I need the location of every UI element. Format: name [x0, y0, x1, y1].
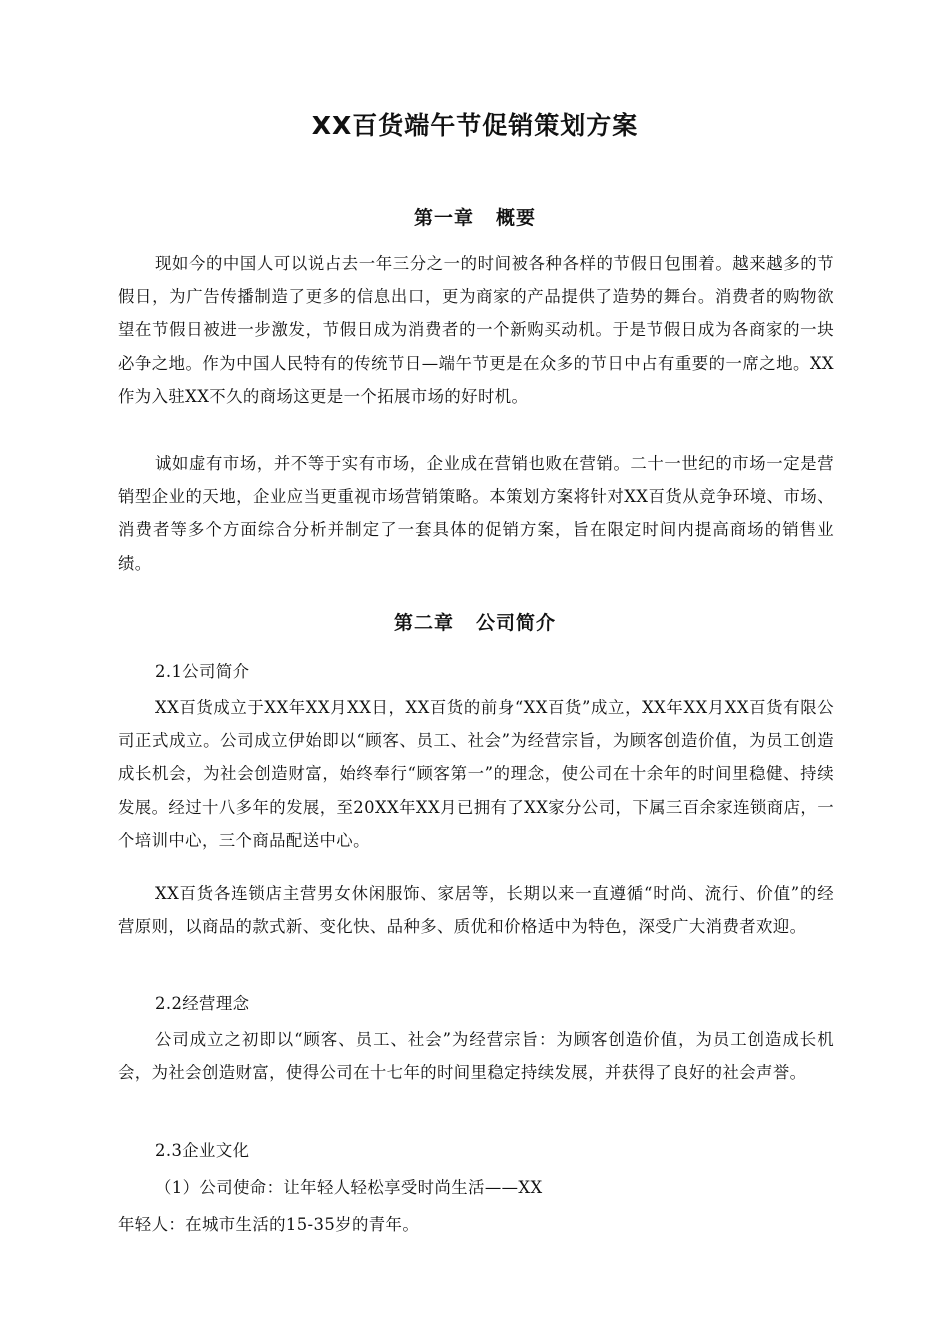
chapter-2-number: 第二章 — [393, 612, 454, 634]
section-2-1-heading: 2.1公司简介 — [155, 662, 250, 681]
section-2-1-paragraph-1: XX百货成立于XX年XX月XX日，XX百货的前身“XX百货”成立，XX年XX月XX百货有限公司正式成立。公司成立伊始即以“顾客、员工、社会”为经营宗旨，为顾客创造价值，为员工创造成长机会，为社会创造财富，始终奉行“顾客第一”的理念，使公司在十余年的时间里稳健、持续发展。经过十八多年的发展，至20XX年XX月已拥有了XX家分公司，下属三百余家连锁商店，一个培训中心，三个商品配送中心。 — [118, 698, 834, 850]
culture-item-mission: （1）公司使命：让年轻人轻松享受时尚生活——XX — [155, 1178, 543, 1197]
chapter-1-title: 概要 — [496, 207, 537, 229]
chapter-1-heading — [0, 203, 950, 230]
culture-item-mission-note: 年轻人：在城市生活的15-35岁的青年。 — [118, 1215, 420, 1234]
chapter-2-title: 公司简介 — [476, 612, 557, 634]
chapter-1-number: 第一章 — [413, 207, 474, 229]
chapter-1-paragraph-1: 现如今的中国人可以说占去一年三分之一的时间被各种各样的节假日包围着。越来越多的节假日，为广告传播制造了更多的信息出口，更为商家的产品提供了造势的舞台。消费者的购物欲望在节假日被进一步激发，节假日成为消费者的一个新购买动机。于是节假日成为各商家的一块必争之地。作为中国人民特有的传统节日—端午节更是在众多的节日中占有重要的一席之地。XX作为入驻XX不久的商场这更是一个拓展市场的好时机。 — [118, 254, 834, 406]
chapter-2-heading — [0, 608, 950, 635]
section-2-2-heading: 2.2经营理念 — [155, 994, 250, 1013]
section-2-2-paragraph: 公司成立之初即以“顾客、员工、社会”为经营宗旨：为顾客创造价值，为员工创造成长机会，为社会创造财富，使得公司在十七年的时间里稳定持续发展，并获得了良好的社会声誉。 — [118, 1030, 834, 1083]
section-2-3-heading: 2.3企业文化 — [155, 1141, 250, 1160]
chapter-1-paragraph-2: 诚如虚有市场，并不等于实有市场，企业成在营销也败在营销。二十一世纪的市场一定是营销型企业的天地，企业应当更重视市场营销策略。本策划方案将针对XX百货从竞争环境、市场、消费者等多个方面综合分析并制定了一套具体的促销方案，旨在限定时间内提高商场的销售业绩。 — [118, 454, 834, 573]
document-title: XX百货端午节促销策划方案 — [311, 111, 639, 140]
section-2-1-paragraph-2: XX百货各连锁店主营男女休闲服饰、家居等，长期以来一直遵循“时尚、流行、价值”的经营原则，以商品的款式新、变化快、品种多、质优和价格适中为特色，深受广大消费者欢迎。 — [118, 884, 834, 937]
